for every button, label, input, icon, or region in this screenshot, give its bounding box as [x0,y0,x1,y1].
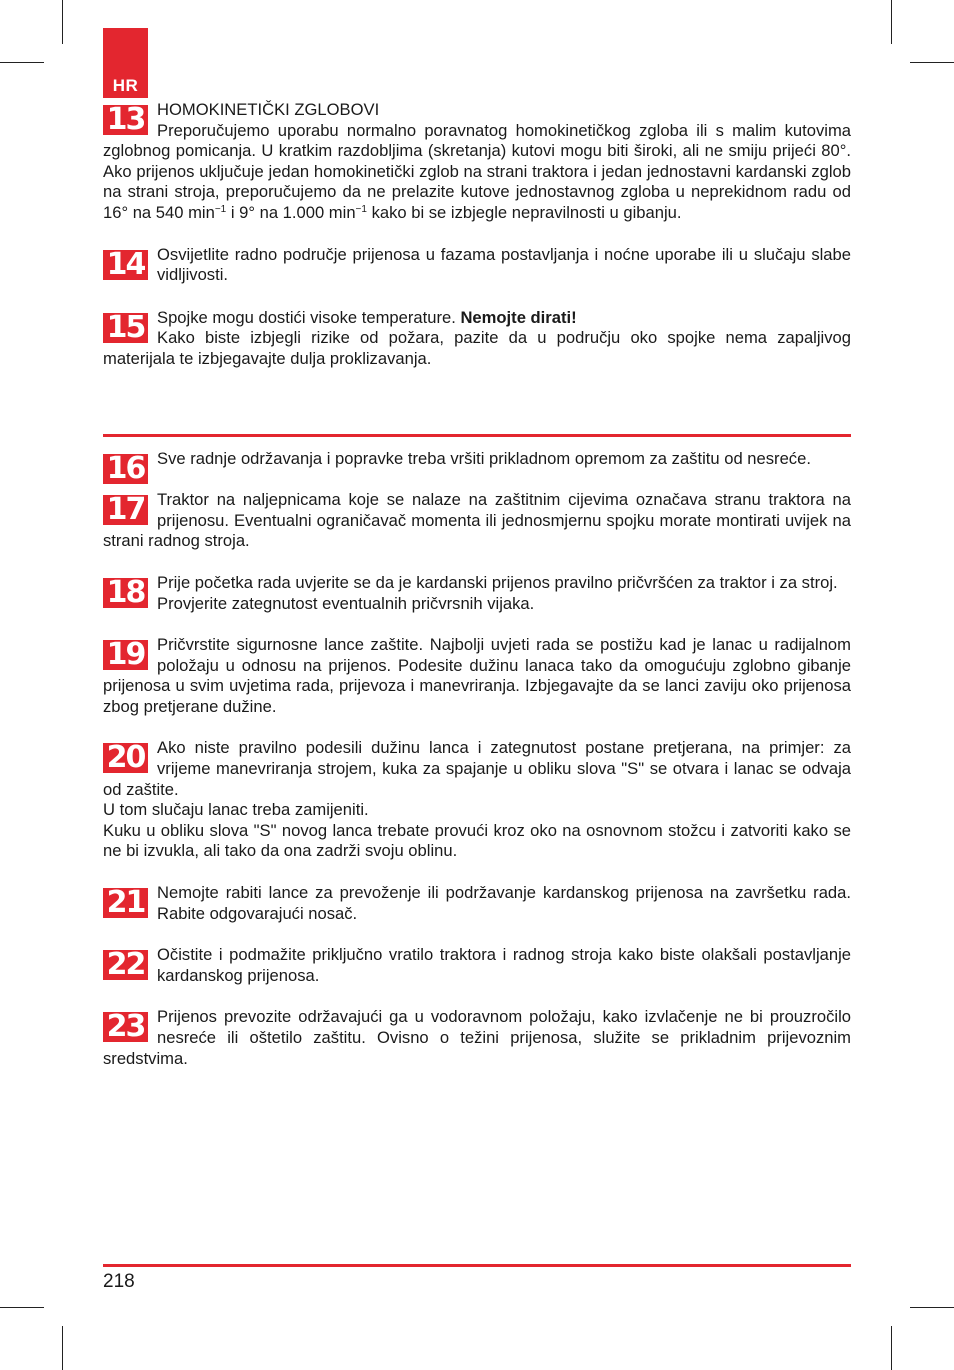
item-14 [103,245,851,286]
item-text: Preporučujemo uporabu normalno poravnatog homokinetičkog zgloba ili s malim kutovima zglobnog pomicanja. U kratkim razdobljima (skretanja) kutovi mogu biti široki, ali ne smiju prijeći 80°. Ako prijenos uključuje jedan homokinetički zglob na strani traktora i jedan jednostavni kardanski zglob na strani stroja, preporučujemo da ne prelazite kutove jednostavnog zgloba u neprekidnom radu od 16° na 540 $\min^{-1} i$ 9° na 1.000 $\min^{-1}$ kako bi se izbjegle nepravilnosti u gibanju. [103,120,851,222]
item-text: Sve radnje održavanja i popravke treba vršiti prikladnom opremom za zaštitu od nesreće. [157,448,811,468]
page-content [103,100,851,1069]
item-number: 15 [103,313,148,343]
item-text: Traktor na naljepnicama koje se nalaze na zaštitnim cijevima označava stranu traktora na prijenosu. Eventualni ograničavač momenta ili jednosmjernu spojku morate montirati uvijek na strani radnog stroja. [103,490,851,551]
item-text: Nemojte rabiti lance za prevoženje ili podržavanje kardanskog prijenosa na završetku rada. Rabite odgovarajući nosač. [157,883,851,923]
item-19 [103,635,851,717]
item-number: 17 [103,495,148,525]
item-17 [103,490,851,552]
item-text: Pričvrstite sigurnosne lance zaštite. Najbolji uvjeti rada se postižu kad je lanac u radijalnom položaju u odnosu na prijenos. Podesite dužinu lanaca tako da omogućuju zglobno gibanje prijenosa u svim uvjetima rada, prijevoza i manevriranja. Izbjegavajte da se lanci zaviju oko prijenosa zbog pretjerane dužine. [103,635,851,716]
item-18 [103,573,851,614]
item-text: Prije početka rada uvjerite se da je kardanski prijenos pravilno pričvršćen za traktor i za stroj. [157,572,838,592]
item-number: 21 [103,888,148,918]
item-22 [103,945,851,986]
item-text: Ako niste pravilno podesili dužinu lanca i zategnutost postane pretjerana, na primjer: za vrijeme manevriranja strojem, kuka za spajanje u obliku slova "S" se otvara i lanac se odvaja od zaštite. [103,738,851,799]
item-text: Osvijetlite radno područje prijenosa u fazama postavljanja i noćne uporabe ili u slučaju slabe vidljivosti. [157,244,851,285]
item-21 [103,883,851,924]
item-number: 14 [103,250,148,280]
item-text: U tom slučaju lanac treba zamijeniti. [103,800,369,820]
crop-mark [0,62,44,63]
item-13 [103,100,851,224]
item-16 [103,448,851,486]
item-number: 19 [103,640,148,670]
crop-mark [62,1326,63,1370]
footer-divider [103,1264,851,1267]
item-text: Provjerite zategnutost eventualnih pričvrsnih vijaka. [157,593,535,613]
item-number: 23 [103,1012,148,1042]
item-number: 20 [103,743,148,773]
item-number: 18 [103,578,148,608]
crop-mark [891,1326,892,1370]
section-heading [103,430,851,437]
item-text: Kuku u obliku slova "S" novog lanca trebate provući kroz oko na osnovnom stožcu i zatvoriti kako se ne bi izvukla, ali tako da ona zadrži svoju oblinu. [103,820,851,861]
item-text: Prijenos prevozite održavajući ga u vodoravnom položaju, kako izvlačenje ne bi prouzročilo nesreće ili oštetilo zaštitu. Ovisno o težini prijenosa, služite se prikladnim prijevoznim sredstvima. [103,1007,851,1068]
crop-mark [910,62,954,63]
page-number: 218 [103,1271,135,1292]
crop-mark [910,1307,954,1308]
item-text: Očistite i podmažite priključno vratilo traktora i radnog stroja kako biste olakšali postavljanje kardanskog prijenosa. [157,945,851,985]
crop-mark [62,0,63,44]
warning-text: Nemojte dirati! [460,307,577,327]
item-heading: HOMOKINETIČKI ZGLOBOVI [157,100,380,119]
item-number: 22 [103,950,148,980]
language-tab: HR [103,28,148,98]
item-20 [103,738,851,862]
crop-mark [891,0,892,44]
item-15 [103,308,851,370]
item-number: 16 [103,454,148,484]
item-number: 13 [103,105,148,135]
item-23 [103,1007,851,1069]
item-text: Kako biste izbjegli rizike od požara, pazite da u području oko spojke nema zapaljivog materijala te izbjegavajte dulja proklizavanja. [103,328,851,368]
crop-mark [0,1307,44,1308]
item-text: Spojke mogu dostići visoke temperature. Nemojte dirati! [157,307,577,327]
